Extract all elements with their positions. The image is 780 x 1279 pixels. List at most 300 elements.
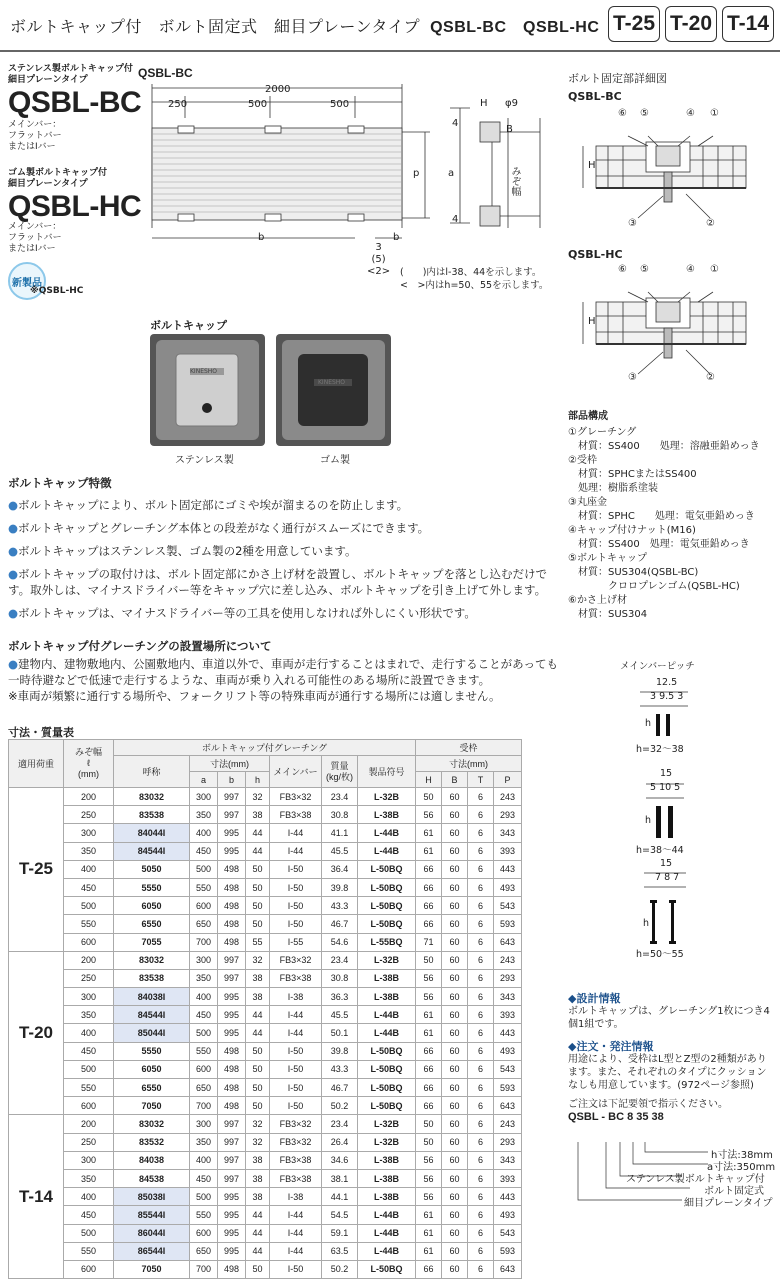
table-row (9, 842, 522, 860)
table-cell: 45.5 (322, 1006, 358, 1024)
table-cell: 6 (468, 842, 494, 860)
dim-b2: b (393, 232, 400, 243)
table-cell: L-38B (358, 1151, 416, 1169)
detail-title: ボルト固定部詳細図 (568, 72, 667, 85)
table-row (9, 1151, 522, 1169)
table-cell: 350 (64, 842, 114, 860)
table-cell: 60 (442, 1206, 468, 1224)
stainless-caption: ステンレス製 (175, 455, 234, 466)
table-cell: 450 (190, 1006, 218, 1024)
table-cell: 50 (246, 878, 270, 896)
table-cell: FB3×38 (270, 969, 322, 987)
table-cell: I-50 (270, 1042, 322, 1060)
table-cell: 6 (468, 969, 494, 987)
table-cell: 300 (190, 951, 218, 969)
table-cell: 61 (416, 1024, 442, 1042)
table-cell: 250 (64, 969, 114, 987)
table-cell: 243 (494, 951, 522, 969)
hc-H: H (588, 316, 596, 327)
th-P: P (494, 772, 522, 788)
table-cell: 83538 (114, 806, 190, 824)
table-cell: 293 (494, 806, 522, 824)
parts-line: ⑥かさ上げ材 (568, 595, 627, 606)
table-cell: 498 (218, 915, 246, 933)
table-row (9, 878, 522, 896)
table-cell: 66 (416, 1042, 442, 1060)
table-cell: 60 (442, 1006, 468, 1024)
table-cell: L-44B (358, 1006, 416, 1024)
table-cell: 60 (442, 1097, 468, 1115)
table-cell: 600 (190, 897, 218, 915)
table-cell: I-44 (270, 1242, 322, 1260)
table-cell: 50 (416, 788, 442, 806)
load-group-cell: T-25 (9, 788, 64, 952)
table-cell: 643 (494, 1260, 522, 1278)
table-cell: 54.6 (322, 933, 358, 951)
table-cell: 400 (190, 1151, 218, 1169)
table-cell: 60 (442, 897, 468, 915)
table-cell: 85044I (114, 1024, 190, 1042)
table-cell: 343 (494, 988, 522, 1006)
table-cell: 66 (416, 1260, 442, 1278)
table-cell: 6 (468, 1188, 494, 1206)
table-cell: 84038 (114, 1151, 190, 1169)
detail-hc-drawing (578, 262, 758, 392)
table-title: 寸法・質量表 (8, 726, 74, 739)
detail-bc-drawing (578, 106, 758, 236)
parts-section (568, 410, 778, 622)
table-cell: 498 (218, 1079, 246, 1097)
hc-subtitle: ゴム製ボルトキャップ付 細目プレーンタイプ (8, 168, 108, 189)
page-title: ボルトキャップ付 ボルト固定式 細目プレーンタイプ QSBL-BC QSBL-HC (10, 17, 600, 36)
table-cell: 60 (442, 878, 468, 896)
table-cell: 600 (64, 1260, 114, 1278)
spec-table-wrap (8, 739, 522, 1279)
parts-line: 材質：SS400 処理：電気亜鉛めっき (568, 539, 750, 550)
table-cell: 23.4 (322, 951, 358, 969)
table-cell: 543 (494, 1224, 522, 1242)
table-cell: I-44 (270, 842, 322, 860)
table-cell: 46.7 (322, 1079, 358, 1097)
table-cell: 60 (442, 842, 468, 860)
table-cell: 450 (64, 1206, 114, 1224)
parts-line: ⑤ボルトキャップ (568, 553, 647, 564)
table-row (9, 860, 522, 878)
table-cell: L-50BQ (358, 897, 416, 915)
bc-subtitle: ステンレス製ボルトキャップ付 細目プレーンタイプ (8, 64, 133, 85)
table-cell: 500 (190, 1024, 218, 1042)
bc-n6: ⑥ (618, 108, 627, 119)
table-cell: 50 (246, 1260, 270, 1278)
table-cell: 66 (416, 860, 442, 878)
table-cell: 50 (246, 897, 270, 915)
table-cell: 59.1 (322, 1224, 358, 1242)
table-row (9, 1115, 522, 1133)
table-cell: 293 (494, 1133, 522, 1151)
pitch2-top: 15 (660, 768, 673, 779)
pitch-drawing (630, 676, 710, 966)
table-cell: 56 (416, 969, 442, 987)
table-cell: 50.1 (322, 1024, 358, 1042)
table-cell: I-44 (270, 1224, 322, 1242)
order-section (568, 1040, 776, 1124)
table-cell: 56 (416, 1188, 442, 1206)
table-cell: 5550 (114, 1042, 190, 1060)
parts-title: 部品構成 (568, 411, 608, 422)
table-cell: 60 (442, 1224, 468, 1242)
table-cell: 550 (190, 1206, 218, 1224)
table-cell: 700 (190, 1260, 218, 1278)
table-cell: 997 (218, 1169, 246, 1187)
table-cell: 60 (442, 1151, 468, 1169)
features-title: ボルトキャップ特徴 (8, 476, 112, 490)
table-cell: 50 (416, 1133, 442, 1151)
parts-line: ④キャップ付けナット(M16) (568, 525, 696, 536)
note-l38: ( )内はl-38、44を示します。 (400, 267, 542, 278)
table-cell: 550 (64, 915, 114, 933)
table-row (9, 969, 522, 987)
table-cell: 6 (468, 1133, 494, 1151)
table-cell: 6 (468, 1024, 494, 1042)
table-cell: 50 (416, 1115, 442, 1133)
table-cell: 50 (246, 1079, 270, 1097)
table-cell: L-50BQ (358, 915, 416, 933)
table-cell: 6 (468, 951, 494, 969)
table-cell: 6 (468, 1042, 494, 1060)
parts-line: ①グレーチング (568, 427, 637, 438)
parts-line: 材質：SUS304(QSBL-BC) (568, 567, 699, 578)
table-cell: 500 (190, 1188, 218, 1206)
table-cell: 66 (416, 897, 442, 915)
table-cell: 38 (246, 969, 270, 987)
table-cell: 498 (218, 1060, 246, 1078)
table-cell: 50.2 (322, 1260, 358, 1278)
table-cell: 250 (64, 1133, 114, 1151)
table-cell: 36.3 (322, 988, 358, 1006)
table-cell: L-32B (358, 1133, 416, 1151)
table-cell: 6 (468, 1169, 494, 1187)
th-width: みぞ幅 ℓ (mm) (64, 740, 114, 788)
table-cell: 500 (64, 897, 114, 915)
table-cell: 995 (218, 1024, 246, 1042)
th-grating: ボルトキャップ付グレーチング (114, 740, 416, 756)
table-cell: 50 (246, 1042, 270, 1060)
table-cell: I-44 (270, 1206, 322, 1224)
table-cell: I-44 (270, 1006, 322, 1024)
bc-H: H (588, 160, 596, 171)
dim-4a: 4 (452, 118, 459, 129)
detail-bc-title: QSBL-BC (568, 90, 622, 103)
dim-phi9: φ9 (505, 98, 518, 109)
install-item: ●建物内、建物敷地内、公園敷地内、車道以外で、車両が走行することはまれで、走行することがあっても一時待避などで低速で走行するような、車両が乗り入れる可能性のある場所に設置できます。 (8, 657, 558, 687)
pitch1-h: h=32〜38 (636, 744, 684, 755)
table-cell: 44 (246, 1224, 270, 1242)
table-cell: 84538 (114, 1169, 190, 1187)
table-cell: 493 (494, 1042, 522, 1060)
table-cell: 23.4 (322, 788, 358, 806)
table-cell: 300 (190, 1115, 218, 1133)
table-cell: 400 (64, 860, 114, 878)
pitch1-dims: 3 9.5 3 (650, 691, 684, 702)
table-cell: 6 (468, 1151, 494, 1169)
bc-n1: ① (710, 108, 719, 119)
pitch3-dims: 7 8 7 (655, 872, 680, 883)
pitch3-top: 15 (660, 858, 673, 869)
table-cell: 38 (246, 988, 270, 1006)
bc-n2: ② (706, 218, 715, 229)
table-cell: 300 (64, 988, 114, 1006)
parts-line: 材質：SPHCまたはSS400 (568, 469, 697, 480)
table-cell: 6 (468, 1115, 494, 1133)
table-cell: 350 (64, 1169, 114, 1187)
table-row (9, 1042, 522, 1060)
table-cell: 7050 (114, 1260, 190, 1278)
pitch3-h: h=50〜55 (636, 949, 684, 960)
table-cell: 650 (190, 915, 218, 933)
table-cell: 6 (468, 897, 494, 915)
table-cell: 60 (442, 1169, 468, 1187)
dim-B: B (506, 124, 513, 135)
table-row (9, 1097, 522, 1115)
table-cell: 543 (494, 897, 522, 915)
th-fcode: 製品符号 (358, 756, 416, 788)
table-cell: 500 (64, 1060, 114, 1078)
table-cell: 500 (190, 860, 218, 878)
table-cell: 995 (218, 1006, 246, 1024)
table-cell: 498 (218, 1260, 246, 1278)
table-cell: 83032 (114, 1115, 190, 1133)
table-cell: 83538 (114, 969, 190, 987)
table-cell: 66 (416, 1079, 442, 1097)
table-cell: 400 (64, 1188, 114, 1206)
order-l1: h寸法:38mm (711, 1150, 773, 1161)
table-cell: 38 (246, 806, 270, 824)
table-cell: 6550 (114, 915, 190, 933)
table-cell: 60 (442, 1133, 468, 1151)
table-cell: 38 (246, 1169, 270, 1187)
table-cell: 7055 (114, 933, 190, 951)
order-l5: 細目プレーンタイプ (684, 1198, 773, 1209)
table-cell: 6 (468, 1079, 494, 1097)
table-cell: 60 (442, 951, 468, 969)
table-cell: 450 (190, 842, 218, 860)
table-cell: 498 (218, 1042, 246, 1060)
pitch2-h: h=38〜44 (636, 845, 684, 856)
th-main: メインバー (270, 756, 322, 788)
table-cell: 443 (494, 860, 522, 878)
table-cell: 6 (468, 788, 494, 806)
table-cell: 50.2 (322, 1097, 358, 1115)
table-cell: 44 (246, 1242, 270, 1260)
table-cell: 393 (494, 842, 522, 860)
table-cell: 60 (442, 1042, 468, 1060)
table-cell: I-55 (270, 933, 322, 951)
feature-item: ●ボルトキャップは、マイナスドライバー等の工具を使用しなければ外しにくい形状です。 (8, 606, 476, 620)
table-cell: L-44B (358, 824, 416, 842)
table-cell: 50 (246, 1097, 270, 1115)
table-cell: 6 (468, 1206, 494, 1224)
table-cell: 84544I (114, 1006, 190, 1024)
parts-line: 材質：SUS304 (568, 609, 648, 620)
feature-item: ●ボルトキャップはステンレス製、ゴム製の2種を用意しています。 (8, 544, 357, 558)
table-cell: 350 (190, 969, 218, 987)
dim-500a: 500 (248, 99, 268, 110)
table-cell: I-50 (270, 897, 322, 915)
th-fdims: 寸法(mm) (416, 756, 522, 772)
table-cell: 650 (190, 1079, 218, 1097)
feature-item: ●ボルトキャップにより、ボルト固定部にゴミや埃が溜まるのを防止します。 (8, 498, 409, 512)
table-cell: I-38 (270, 1188, 322, 1206)
table-cell: 44.1 (322, 1188, 358, 1206)
table-cell: 60 (442, 933, 468, 951)
load-group-cell: T-14 (9, 1115, 64, 1279)
parts-line: 材質：SPHC 処理：電気亜鉛めっき (568, 511, 755, 522)
table-cell: 300 (64, 824, 114, 842)
dim-500b: 500 (330, 99, 350, 110)
table-cell: 450 (64, 878, 114, 896)
table-cell: 6 (468, 1260, 494, 1278)
table-cell: 498 (218, 878, 246, 896)
table-cell: 493 (494, 878, 522, 896)
table-cell: 84044I (114, 824, 190, 842)
table-cell: 5550 (114, 878, 190, 896)
table-cell: L-50BQ (358, 1060, 416, 1078)
bc-mainbar: メインバー： フラットバー またはIバー (8, 120, 62, 152)
table-cell: 498 (218, 1097, 246, 1115)
order-example: QSBL - BC 8 35 38 (568, 1111, 664, 1123)
table-cell: 56 (416, 988, 442, 1006)
dim-b: b (258, 232, 265, 243)
table-cell: L-38B (358, 806, 416, 824)
pitch1-top: 12.5 (656, 677, 678, 688)
table-cell: 300 (190, 788, 218, 806)
load-t14-badge: T-14 (722, 6, 774, 42)
load-t25-badge: T-25 (608, 6, 660, 42)
table-cell: 443 (494, 1188, 522, 1206)
table-cell: 61 (416, 1006, 442, 1024)
order-title: ◆注文・発注情報 (568, 1040, 654, 1053)
parts-line: ③丸座金 (568, 497, 607, 508)
design-section (568, 992, 776, 1031)
table-cell: 61 (416, 842, 442, 860)
new-product-note: ※QSBL-HC (30, 286, 84, 296)
table-cell: 6 (468, 878, 494, 896)
table-cell: 38 (246, 1151, 270, 1169)
table-cell: 400 (190, 824, 218, 842)
table-cell: 6 (468, 933, 494, 951)
table-cell: 550 (190, 878, 218, 896)
table-cell: 56 (416, 806, 442, 824)
table-cell: 997 (218, 806, 246, 824)
table-row (9, 1242, 522, 1260)
table-cell: 43.3 (322, 1060, 358, 1078)
table-cell: 66 (416, 1097, 442, 1115)
table-cell: L-50BQ (358, 1097, 416, 1115)
table-cell: 45.5 (322, 842, 358, 860)
table-cell: 32 (246, 788, 270, 806)
table-cell: 60 (442, 1242, 468, 1260)
th-frame: 受枠 (416, 740, 522, 756)
table-cell: 6 (468, 1097, 494, 1115)
table-cell: 997 (218, 969, 246, 987)
table-cell: 84038I (114, 988, 190, 1006)
table-cell: FB3×38 (270, 1151, 322, 1169)
table-cell: I-50 (270, 860, 322, 878)
table-cell: 995 (218, 1242, 246, 1260)
table-cell: L-32B (358, 951, 416, 969)
table-cell: 600 (190, 1224, 218, 1242)
table-cell: I-50 (270, 878, 322, 896)
table-cell: I-50 (270, 1060, 322, 1078)
table-cell: 498 (218, 897, 246, 915)
table-cell: 60 (442, 1115, 468, 1133)
table-cell: FB3×38 (270, 806, 322, 824)
table-cell: 66 (416, 1060, 442, 1078)
table-cell: 450 (190, 1169, 218, 1187)
table-cell: 643 (494, 933, 522, 951)
table-cell: 86544I (114, 1242, 190, 1260)
table-row (9, 1224, 522, 1242)
hc-product-name: QSBL-HC (8, 190, 142, 223)
design-text: ボルトキャップは、グレーチング1枚につき4個1組です。 (568, 1006, 770, 1030)
table-row (9, 897, 522, 915)
table-cell: L-44B (358, 842, 416, 860)
rubber-cap-brand: KINESHO (318, 379, 346, 386)
table-cell: 50 (416, 951, 442, 969)
table-cell: L-38B (358, 988, 416, 1006)
table-cell: I-38 (270, 988, 322, 1006)
table-cell: 593 (494, 1079, 522, 1097)
dim-width: みぞ幅 (509, 166, 520, 196)
table-cell: L-32B (358, 788, 416, 806)
table-cell: 84544I (114, 842, 190, 860)
table-cell: 60 (442, 1260, 468, 1278)
table-cell: 643 (494, 1097, 522, 1115)
table-cell: 61 (416, 1206, 442, 1224)
load-group-cell: T-20 (9, 951, 64, 1115)
install-note: ※車両が頻繁に通行する場所や、フォークリフト等の特殊車両が通行する場所には適しません。 (8, 689, 501, 703)
table-cell: 498 (218, 933, 246, 951)
table-row (9, 1260, 522, 1278)
table-cell: 50 (246, 915, 270, 933)
table-cell: FB3×32 (270, 788, 322, 806)
table-cell: 60 (442, 1079, 468, 1097)
table-cell: 343 (494, 1151, 522, 1169)
table-cell: 50 (246, 1060, 270, 1078)
load-t20-badge: T-20 (665, 6, 717, 42)
table-cell: 32 (246, 1133, 270, 1151)
table-cell: L-38B (358, 1188, 416, 1206)
table-cell: FB3×32 (270, 1133, 322, 1151)
th-b: b (218, 772, 246, 788)
parts-line: 処理：樹脂系塗装 (568, 483, 658, 494)
table-cell: 6 (468, 988, 494, 1006)
hc-n5: ⑤ (640, 264, 649, 275)
th-T: T (468, 772, 494, 788)
table-cell: 6 (468, 1006, 494, 1024)
table-cell: 6050 (114, 1060, 190, 1078)
table-cell: 60 (442, 788, 468, 806)
table-cell: FB3×38 (270, 1169, 322, 1187)
table-cell: 200 (64, 1115, 114, 1133)
table-row (9, 788, 522, 806)
table-cell: 44 (246, 842, 270, 860)
new-product-badge: 新製品 (8, 262, 46, 300)
table-cell: 61 (416, 1224, 442, 1242)
table-cell: L-44B (358, 1242, 416, 1260)
table-cell: 200 (64, 788, 114, 806)
table-row (9, 806, 522, 824)
